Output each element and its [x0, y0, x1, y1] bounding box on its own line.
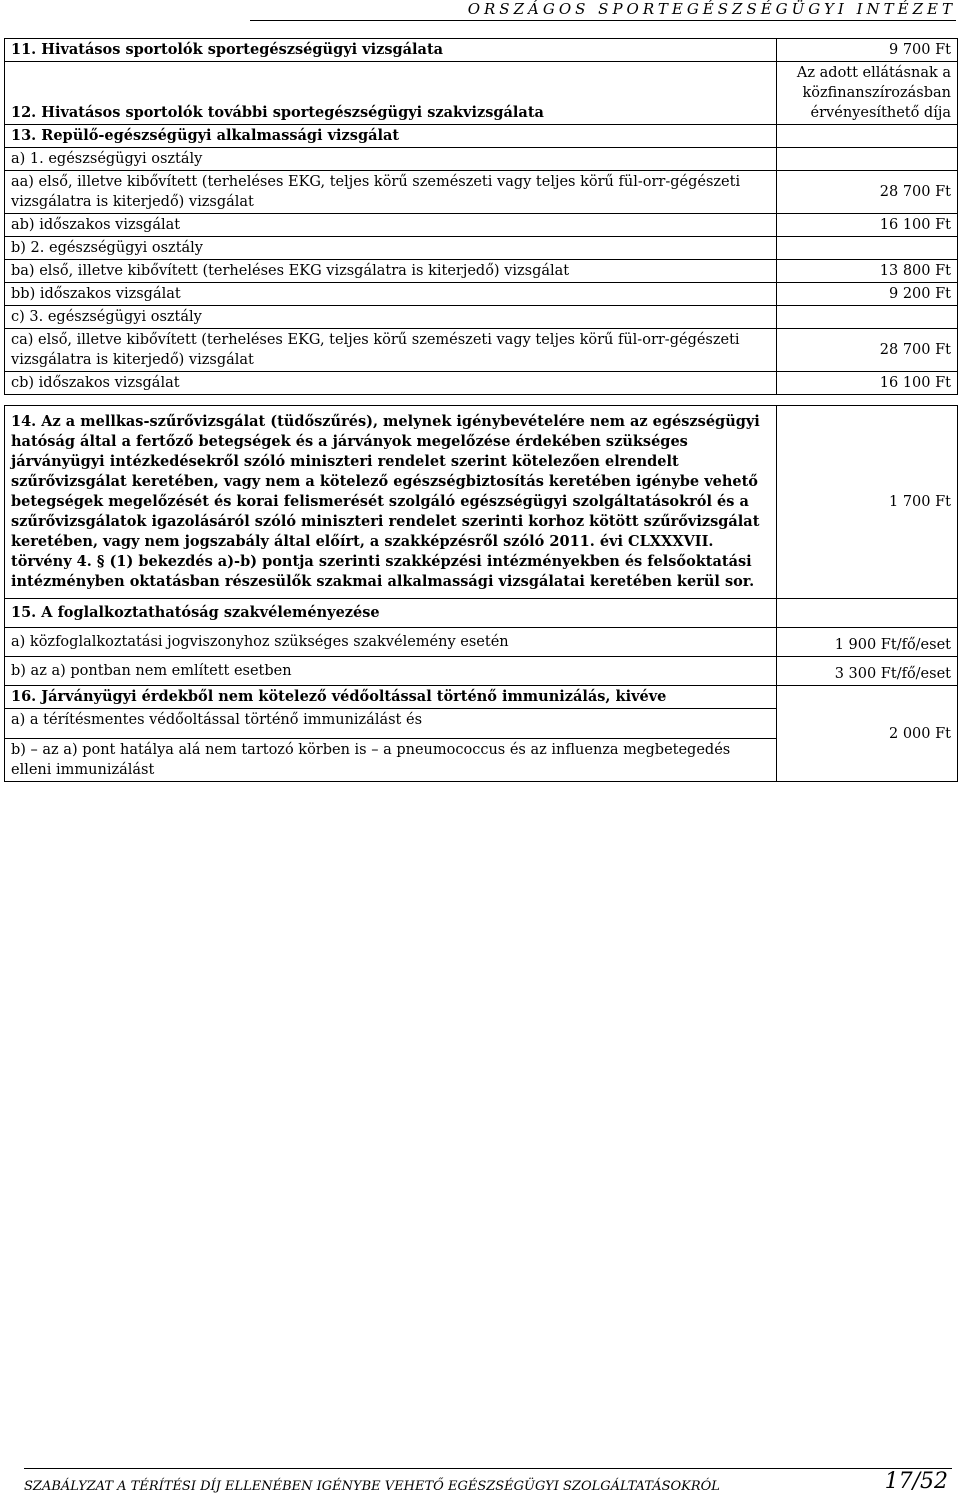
table-row [5, 237, 958, 260]
table-row [5, 148, 958, 171]
row-13ca-label: ca) első, illetve kibővített (terheléses EKG, teljes körű szemészeti vagy teljes körű fül-orr-gégészeti vizsgálatra is kiterjedő) vizsgálat [5, 329, 777, 372]
table-row [5, 171, 958, 214]
row-14-amount: 1 700 Ft [777, 406, 958, 599]
table-row [5, 62, 958, 125]
page-header [250, 0, 956, 21]
row-13a-label: a) 1. egészségügyi osztály [5, 148, 777, 171]
row-15b-amount: 3 300 Ft/fő/eset [777, 657, 958, 686]
table-row [5, 283, 958, 306]
table-row [5, 329, 958, 372]
row-13ba-amount: 13 800 Ft [777, 260, 958, 283]
row-13-label: 13. Repülő-egészségügyi alkalmassági vizsgálat [5, 125, 777, 148]
row-16-amount: 2 000 Ft [777, 686, 958, 782]
row-15-label: 15. A foglalkoztathatóság szakvéleményezése [5, 599, 777, 628]
row-13ca-amount: 28 700 Ft [777, 329, 958, 372]
row-12-label: 12. Hivatásos sportolók további sportegészségügyi szakvizsgálata [5, 62, 777, 125]
table-row [5, 686, 958, 709]
table-row [5, 406, 958, 599]
row-13c-label: c) 3. egészségügyi osztály [5, 306, 777, 329]
row-13aa-label: aa) első, illetve kibővített (terheléses EKG, teljes körű szemészeti vagy teljes körű fül-orr-gégészeti vizsgálatra is kiterjedő) vizsgálat [5, 171, 777, 214]
table-row [5, 260, 958, 283]
row-14-label: 14. Az a mellkas-szűrővizsgálat (tüdőszűrés), melynek igénybevételére nem az egészségügyi hatóság által a fertőző betegségek és a járványok megelőzése érdekében szükséges járványügyi intézkedésekről szóló miniszteri rendelet szerint kötelezően elrendelt szűrővizsgálat keretében, vagy nem a kötelező egészségbiztosítás keretében igénybe vehető betegségek megelőzését és korai felismerését szolgáló egészségügyi szolgáltatásokról és a szűrővizsgálatok igazolásáról szóló miniszteri rendelet szerinti korhoz kötött szűrővizsgálat keretében, vagy nem jogszabály által előírt, a szakképzésről szóló 2011. évi CLXXXVII. törvény 4. § (1) bekezdés a)-b) pontja szerinti szakképzési intézményekben és felsőoktatási intézményben oktatásban részesülők szakmai alkalmassági vizsgálatai keretében kerül sor. [5, 406, 777, 599]
row-13aa-amount: 28 700 Ft [777, 171, 958, 214]
row-11-amount: 9 700 Ft [777, 39, 958, 62]
table-row [5, 372, 958, 395]
table-row [5, 39, 958, 62]
table-row [5, 628, 958, 657]
row-13bb-amount: 9 200 Ft [777, 283, 958, 306]
row-13cb-label: cb) időszakos vizsgálat [5, 372, 777, 395]
page-footer [24, 1468, 952, 1497]
row-15b-label: b) az a) pontban nem említett esetben [5, 657, 777, 686]
row-13ba-label: ba) első, illetve kibővített (terheléses EKG vizsgálatra is kiterjedő) vizsgálat [5, 260, 777, 283]
table-row [5, 125, 958, 148]
table-row [5, 599, 958, 628]
row-13ab-label: ab) időszakos vizsgálat [5, 214, 777, 237]
table-row [5, 214, 958, 237]
row-13bb-label: bb) időszakos vizsgálat [5, 283, 777, 306]
table-row [5, 306, 958, 329]
row-13cb-amount: 16 100 Ft [777, 372, 958, 395]
row-16b-label: b) – az a) pont hatálya alá nem tartozó körben is – a pneumococcus és az influenza megbetegedés elleni immunizálást [5, 739, 777, 782]
row-16-label: 16. Járványügyi érdekből nem kötelező védőoltással történő immunizálás, kivéve [5, 686, 777, 709]
row-15a-amount: 1 900 Ft/fő/eset [777, 628, 958, 657]
table-row [5, 657, 958, 686]
row-16a-label: a) a térítésmentes védőoltással történő immunizálást és [5, 709, 777, 739]
fee-table [4, 38, 958, 782]
row-11-label: 11. Hivatásos sportolók sportegészségügyi vizsgálata [5, 39, 777, 62]
header-title: ORSZÁGOS SPORTEGÉSZSÉGÜGYI INTÉZET [467, 0, 956, 18]
row-13b-label: b) 2. egészségügyi osztály [5, 237, 777, 260]
row-15a-label: a) közfoglalkoztatási jogviszonyhoz szükséges szakvélemény esetén [5, 628, 777, 657]
page-number: 17/52 [884, 1469, 948, 1494]
row-13ab-amount: 16 100 Ft [777, 214, 958, 237]
row-12-amount: Az adott ellátásnak a közfinanszírozásban érvényesíthető díja [777, 62, 958, 125]
footer-title: SZABÁLYZAT A TÉRÍTÉSI DÍJ ELLENÉBEN IGÉNYBE VEHETŐ EGÉSZSÉGÜGYI SZOLGÁLTATÁSOKRÓL [24, 1479, 720, 1494]
